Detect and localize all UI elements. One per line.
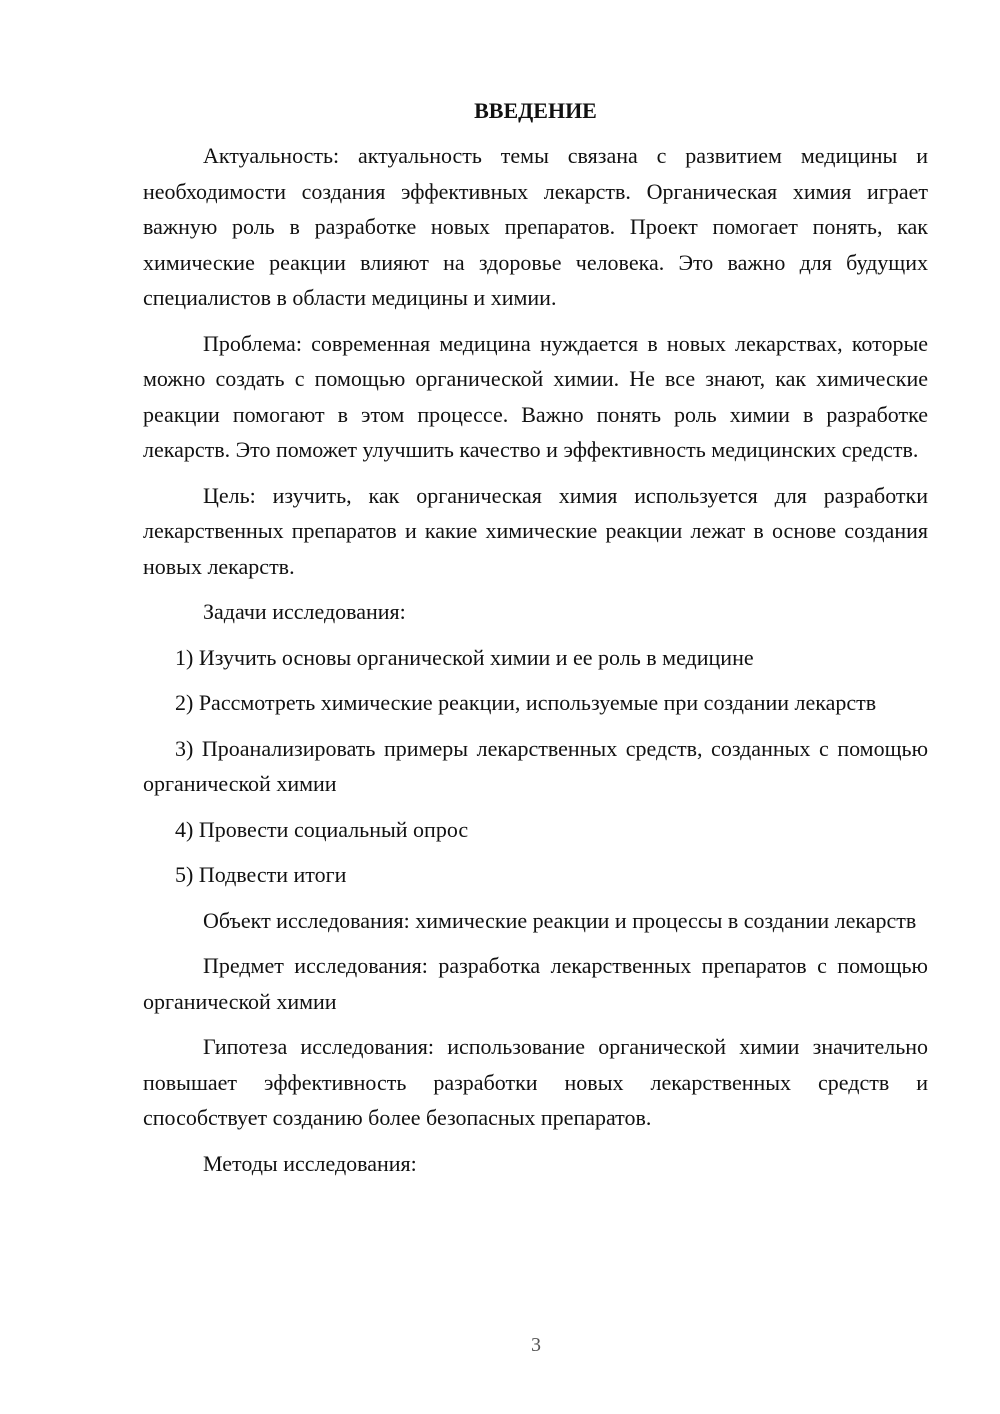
- section-title: ВВЕДЕНИЕ: [474, 98, 597, 123]
- paragraph-relevance: Актуальность: актуальность темы связана с развитием медицины и необходимости создания эффективных лекарств. Органическая химия играет важную роль в разработке новых препаратов. Проект помогает понять, как химические реакции влияют на здоровье человека. Это важно для будущих специалистов в области медицины и химии.: [143, 143, 928, 310]
- task-item-2: 2) Рассмотреть химические реакции, используемые при создании лекарств: [175, 690, 877, 715]
- paragraph-hypothesis: Гипотеза исследования: использование органической химии значительно повышает эффективность разработки новых лекарственных средств и способствует созданию более безопасных препаратов.: [143, 1034, 928, 1130]
- task-item-4: 4) Провести социальный опрос: [175, 816, 469, 842]
- paragraph-tasks-heading: Задачи исследования:: [203, 599, 406, 624]
- task-item-3: 3) Проанализировать примеры лекарственных средств, созданных с помощью органической химии: [143, 735, 928, 796]
- task-item-5: 5) Подвести итоги: [175, 862, 347, 887]
- task-item-1: 1) Изучить основы органической химии и ее роль в медицине: [175, 644, 754, 670]
- paragraph-methods: Методы исследования:: [203, 1150, 417, 1176]
- paragraph-subject: Предмет исследования: разработка лекарственных препаратов с помощью органической химии: [143, 953, 928, 1014]
- paragraph-goal: Цель: изучить, как органическая химия используется для разработки лекарственных препаратов и какие химические реакции лежат в основе создания новых лекарств.: [143, 482, 928, 579]
- paragraph-object: Объект исследования: химические реакции и процессы в создании лекарств: [203, 907, 917, 933]
- page-number: 3: [531, 1334, 541, 1356]
- paragraph-problem: Проблема: современная медицина нуждается в новых лекарствах, которые можно создать с помощью органической химии. Не все знают, как химические реакции помогают в этом процессе. Важно понять роль химии в разработке лекарств. Это поможет улучшить качество и эффективность медицинских средств.: [143, 330, 928, 462]
